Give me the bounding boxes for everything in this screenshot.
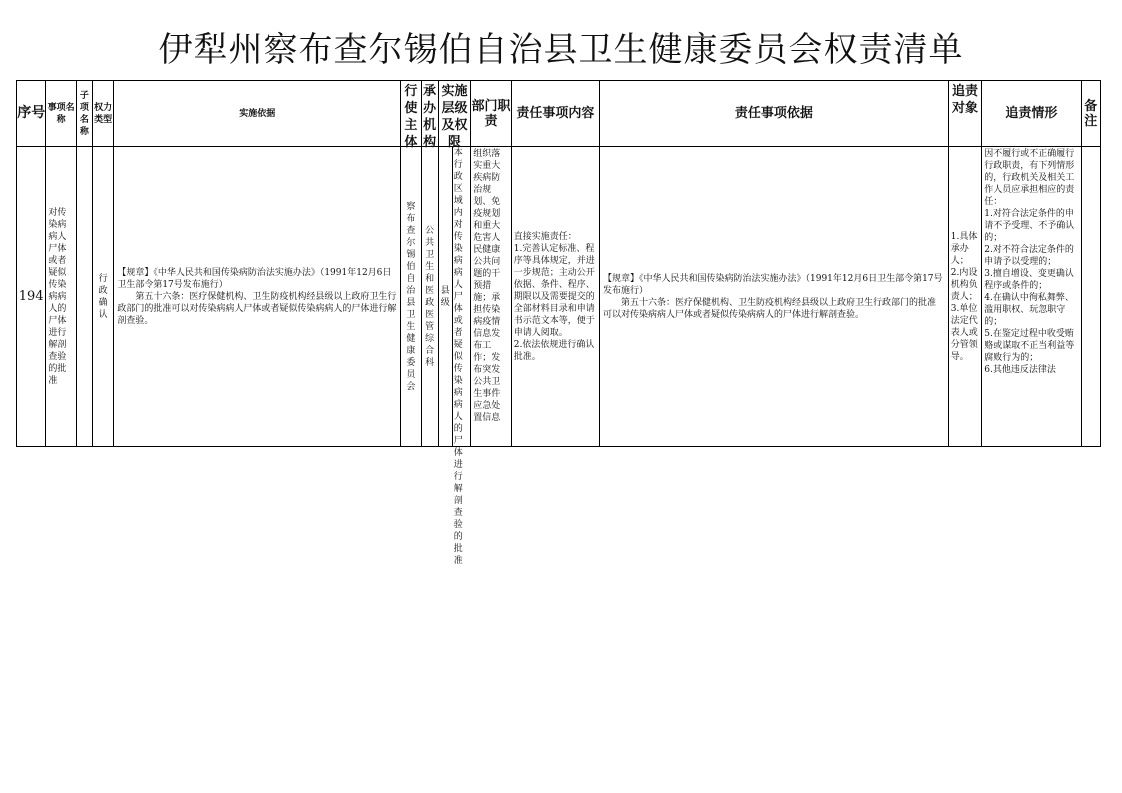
cell-remark (1081, 147, 1100, 447)
table-row (17, 147, 1101, 447)
cell-power-type (93, 147, 114, 447)
cell-subject-text: 察布查尔锡伯自治县卫生健康委员会 (406, 201, 416, 392)
document-title: 伊犁州察布查尔锡伯自治县卫生健康委员会权责清单 (158, 30, 964, 70)
cell-resp-content (511, 147, 599, 447)
header-remark: 备注 (1081, 81, 1100, 147)
cell-dept-duty (471, 147, 512, 447)
cell-resp-basis (599, 147, 948, 447)
cell-item-name (46, 147, 76, 447)
cell-dept-duty-text: 组织落实重大疾病防治规划、免疫规划和重大危害人民健康公共问题的干预措施；承担传染病疫情信息发布工作；发布突发公共卫生事件应急处置信息 (473, 149, 501, 423)
cell-level-power-text: 本行政区域内对传染病病人尸体或者疑似传染病病人的尸体进行解剖查验的批准 (453, 148, 463, 566)
cell-power-type-text: 行政确认 (98, 273, 108, 320)
header-subject (401, 81, 421, 150)
cell-agency-text: 公共卫生和医政医管综合科 (425, 225, 435, 368)
header-acc-target (948, 81, 981, 147)
header-row (17, 81, 1101, 147)
cell-subject (401, 147, 421, 447)
header-seq: 序号 (17, 81, 46, 147)
header-resp-basis: 责任事项依据 (599, 81, 948, 147)
cell-level-text: 县级 (440, 285, 450, 308)
responsibility-table (16, 80, 1101, 566)
cell-level (438, 147, 470, 566)
header-power-type: 权力类型 (93, 81, 114, 147)
cell-basis-text: 【规章】《中华人民共和国传染病防治法实施办法》（1991年12月6日卫生部令第17号发布施行） 第五十六条：医疗保健机构、卫生防疫机构经县级以上政府卫生行政部门的批准可以对传染病病人尸体或者疑似传染病病人的尸体进行解剖查验。 (117, 267, 397, 326)
header-resp-content: 责任事项内容 (511, 81, 599, 147)
header-basis: 实施依据 (114, 81, 401, 147)
cell-resp-basis-text: 【规章】《中华人民共和国传染病防治法实施办法》（1991年12月6日卫生部令第17号发布施行） 第五十六条：医疗保健机构、卫生防疫机构经县级以上政府卫生行政部门的批准可以对传染病病人尸体或者疑似传染病病人的尸体进行解剖查验。 (602, 273, 943, 320)
cell-seq: 194 (17, 147, 46, 447)
header-agency (421, 81, 438, 150)
cell-agency (421, 147, 438, 447)
header-acc-situation: 追责情形 (982, 81, 1081, 147)
cell-acc-target (948, 147, 981, 447)
cell-resp-content-text: 直接实施责任： 1.完善认定标准、程序等具体规定，并进一步规范；主动公开依据、条件、程序、期限以及需要提交的全部材料目录和申请书示范文本等，便于申请人阅取。 2.依法依规进行确认批准。 (513, 231, 595, 362)
header-level-label: 实施层级及权限 (441, 84, 468, 150)
cell-sub-item-name (76, 147, 92, 447)
cell-basis (114, 147, 401, 447)
header-item-name: 事项名称 (46, 81, 76, 147)
cell-acc-situation (982, 147, 1081, 447)
header-level (438, 81, 470, 150)
header-sub-item-name: 子项名称 (76, 81, 92, 147)
cell-acc-situation-text: 因不履行或不正确履行行政职责，有下列情形的，行政机关及相关工作人员应承担相应的责任： 1.对符合法定条件的申请不予受理、不予确认的； 2.对不符合法定条件的申请予以受理的； 3.擅自增设、变更确认程序或条件的； 4.在确认中徇私舞弊、滥用职权、玩忽职守的； 5.在鉴定过程中收受贿赂或谋取不正当利益等腐败行为的； 6.其他违反法律法 (984, 149, 1075, 375)
header-dept-duty: 部门职责 (471, 81, 512, 147)
header-acc-target-label: 追责对象 (952, 84, 979, 116)
cell-item-name-text: 对传染病病人尸体或者疑似传染病病人的尸体进行解剖查验的批准 (48, 207, 67, 386)
header-subject-label: 行使主体 (404, 84, 418, 150)
cell-acc-target-text: 1.具体承办人； 2.内设机构负责人； 3.单位法定代表人或分管领导。 (950, 231, 978, 362)
header-agency-label: 承办机构 (423, 84, 437, 150)
